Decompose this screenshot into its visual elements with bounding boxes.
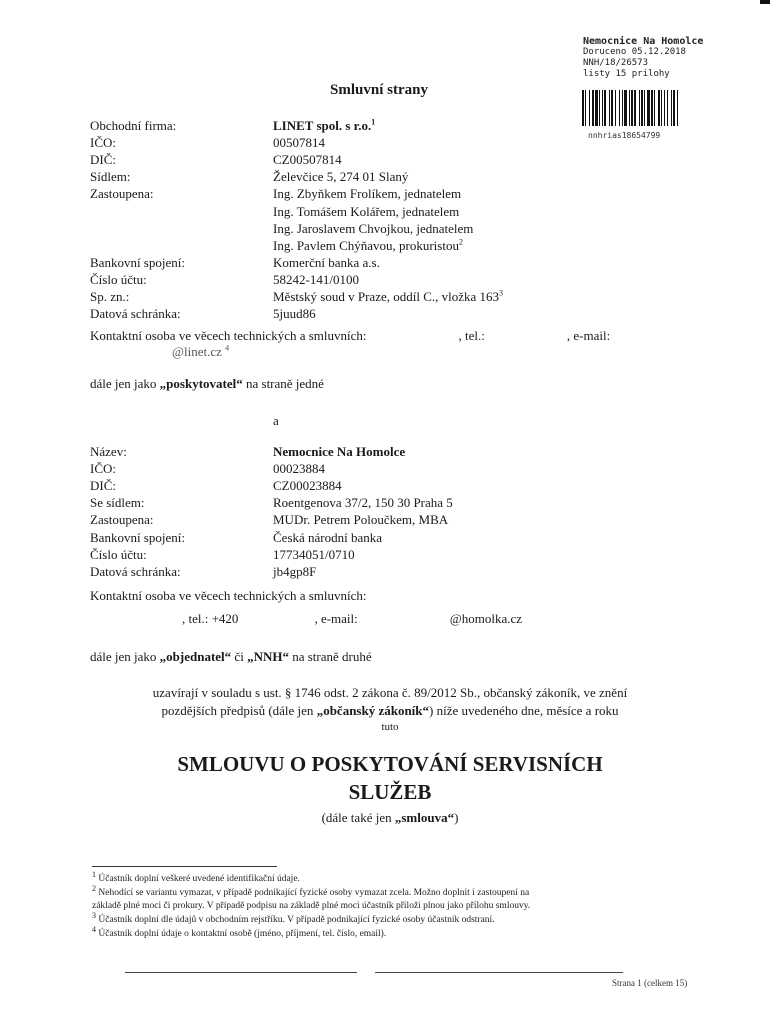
footnote-separator xyxy=(92,866,277,867)
field-value-text: CZ00023884 xyxy=(273,478,342,494)
field-label: IČO: xyxy=(90,135,116,151)
field-value xyxy=(273,461,325,477)
footnote-number: 3 xyxy=(92,910,96,920)
field-value-text: Ing. Tomášem Kolářem, jednatelem xyxy=(273,203,460,219)
scan-edge-mark xyxy=(760,0,770,4)
footnote xyxy=(92,901,530,911)
field-label: IČO: xyxy=(90,461,116,477)
field-label: Zastoupena: xyxy=(90,512,154,528)
stamp-reference: NNH/18/26573 xyxy=(583,58,649,68)
role-name: „objednatel“ xyxy=(159,649,232,664)
field-value xyxy=(273,135,325,151)
subtitle-text: (dále také jen xyxy=(321,810,395,825)
field-value xyxy=(273,152,342,168)
role-suffix: na straně druhé xyxy=(288,649,372,664)
provider-contact-line xyxy=(90,328,610,344)
role-mid: či xyxy=(231,649,248,664)
stamp-institution: Nemocnice Na Homolce xyxy=(583,36,704,47)
field-value xyxy=(273,306,316,322)
contact-tel: , tel.: +420 xyxy=(182,611,239,626)
role-name: „poskytovatel“ xyxy=(159,376,243,391)
contact-label: Kontaktní osoba ve věcech technických a smluvních: xyxy=(90,328,367,343)
section-heading: Smluvní strany xyxy=(330,82,428,98)
field-value xyxy=(273,444,405,460)
field-value-text: Ing. Jaroslavem Chvojkou, jednatelem xyxy=(273,220,474,236)
footnote xyxy=(92,924,387,939)
field-value-text: Nemocnice Na Homolce xyxy=(273,444,406,459)
footnote-number: 1 xyxy=(92,869,96,879)
footnote-text: Nehodící se variantu vymazat, v případě podnikající fyzické osoby vymazat zcela. Možno doplnit i zastoupení na xyxy=(98,888,530,898)
email-domain: @homolka.cz xyxy=(449,611,523,626)
footnote-number: 2 xyxy=(92,883,96,893)
field-label: Se sídlem: xyxy=(90,495,145,511)
field-value xyxy=(273,512,448,528)
field-label: DIČ: xyxy=(90,152,116,168)
field-value-text: Želevčice 5, 274 01 Slaný xyxy=(273,169,409,185)
footnote xyxy=(92,869,300,884)
field-value-text: CZ00507814 xyxy=(273,152,342,168)
field-value-text: Ing. Zbyňkem Frolíkem, jednatelem xyxy=(273,186,462,202)
conjunction: a xyxy=(273,413,279,428)
field-value xyxy=(273,272,359,288)
page-number: Strana 1 (celkem 15) xyxy=(612,978,688,988)
field-value-text: 58242-141/0100 xyxy=(273,271,359,287)
field-value-text: Česká národní banka xyxy=(273,529,383,545)
field-value xyxy=(273,564,316,580)
contract-title-line-1: SMLOUVU O POSKYTOVÁNÍ SERVISNÍCH xyxy=(177,752,603,776)
footer-rule xyxy=(375,972,623,973)
footnote-ref: 1 xyxy=(371,117,376,127)
field-label: Datová schránka: xyxy=(90,306,181,322)
field-value xyxy=(273,495,453,511)
provider-contact-email xyxy=(172,344,229,360)
email-domain: @linet.cz xyxy=(172,344,222,359)
field-label: Číslo účtu: xyxy=(90,546,147,562)
field-value xyxy=(273,289,503,305)
field-value xyxy=(273,255,380,271)
role-suffix: na straně jedné xyxy=(242,376,324,391)
role-abbrev: „NNH“ xyxy=(247,649,289,664)
field-value xyxy=(273,186,461,202)
field-label: Sídlem: xyxy=(90,169,131,185)
footer-rule xyxy=(125,972,357,973)
field-value xyxy=(273,547,355,563)
field-value xyxy=(273,204,459,220)
field-value-text: jb4gp8F xyxy=(273,563,317,579)
field-label: Bankovní spojení: xyxy=(90,529,185,545)
customer-contact-label: Kontaktní osoba ve věcech technických a smluvních: xyxy=(90,588,367,603)
field-label: Obchodní firma: xyxy=(90,118,177,133)
field-value-text: LINET spol. s r.o. xyxy=(273,118,372,133)
customer-role xyxy=(90,649,372,665)
footnote xyxy=(92,883,530,898)
provider-role xyxy=(90,376,324,392)
field-label: DIČ: xyxy=(90,478,116,494)
field-value xyxy=(273,238,463,254)
footnote-ref: 2 xyxy=(458,237,463,247)
field-value xyxy=(273,530,382,546)
field-value-text: 00507814 xyxy=(273,135,325,151)
intro-text: pozdějších předpisů (dále jen xyxy=(161,703,317,718)
field-value-text: Městský soud v Praze, oddíl C., vložka 163 xyxy=(273,289,500,304)
field-value xyxy=(273,169,408,185)
intro-text: ) níže uvedeného dne, měsíce a roku xyxy=(429,703,619,718)
contact-email: , e-mail: xyxy=(314,611,358,626)
field-value xyxy=(273,118,375,134)
field-value-text: Komerční banka a.s. xyxy=(273,254,380,270)
barcode-bar xyxy=(678,90,679,126)
footnote-text: základě plné moci či prokury. V případě podpisu na základě plné moci účastník přiloží plnou jako přílohu smlouvy. xyxy=(92,901,531,911)
field-label: Číslo účtu: xyxy=(90,271,147,287)
stamp-sheets: listy 15 prilohy xyxy=(583,69,670,79)
intro-line-2 xyxy=(80,703,700,719)
intro-line-3: tuto xyxy=(381,721,399,733)
contract-subtitle xyxy=(80,810,700,826)
intro-line-1: uzavírají v souladu s ust. § 1746 odst. 2 zákona č. 89/2012 Sb., občanský zákoník, ve znění xyxy=(152,685,628,700)
barcode xyxy=(582,90,760,126)
subtitle-term: „smlouva“ xyxy=(394,810,455,825)
field-value-text: Ing. Pavlem Chýňavou, prokuristou xyxy=(273,237,459,253)
intro-term: „občanský zákoník“ xyxy=(316,703,430,718)
footnote-ref: 3 xyxy=(499,288,504,298)
footnote xyxy=(92,910,495,925)
footnote-text: Účastník doplní údaje o kontaktní osobě (jméno, příjmení, tel. číslo, email). xyxy=(98,929,387,939)
footnote-ref: 4 xyxy=(225,343,230,353)
field-value xyxy=(273,478,342,494)
field-label: Zastoupena: xyxy=(90,186,154,202)
contract-title-line-2: SLUŽEB xyxy=(348,780,432,804)
field-value-text: Roentgenova 37/2, 150 30 Praha 5 xyxy=(273,495,453,511)
footnote-text: Účastník doplní veškeré uvedené identifikační údaje. xyxy=(98,874,300,884)
footnote-text: Účastník doplní dle údajů v obchodním rejstříku. V případě podnikající fyzické osoby účastník odstraní. xyxy=(98,915,495,925)
role-prefix: dále jen jako xyxy=(90,376,160,391)
field-label: Bankovní spojení: xyxy=(90,254,185,270)
field-label: Datová schránka: xyxy=(90,563,181,579)
subtitle-text: ) xyxy=(454,810,459,825)
barcode-number: nnhrias18654799 xyxy=(588,131,661,140)
field-label: Název: xyxy=(90,444,127,459)
role-prefix: dále jen jako xyxy=(90,649,160,664)
contact-email: , e-mail: xyxy=(566,328,611,343)
field-value-text: 5juud86 xyxy=(273,306,316,322)
contact-tel: , tel.: xyxy=(458,328,485,343)
footnote-number: 4 xyxy=(92,924,96,934)
field-value xyxy=(273,221,473,237)
registry-stamp xyxy=(583,36,703,80)
customer-contact-line xyxy=(182,611,522,627)
field-value-text: 00023884 xyxy=(273,461,325,477)
stamp-delivered: Doruceno 05.12.2018 xyxy=(583,47,686,57)
field-value-text: 17734051/0710 xyxy=(273,546,355,562)
field-value-text: MUDr. Petrem Poloučkem, MBA xyxy=(273,512,449,528)
field-label: Sp. zn.: xyxy=(90,289,130,304)
